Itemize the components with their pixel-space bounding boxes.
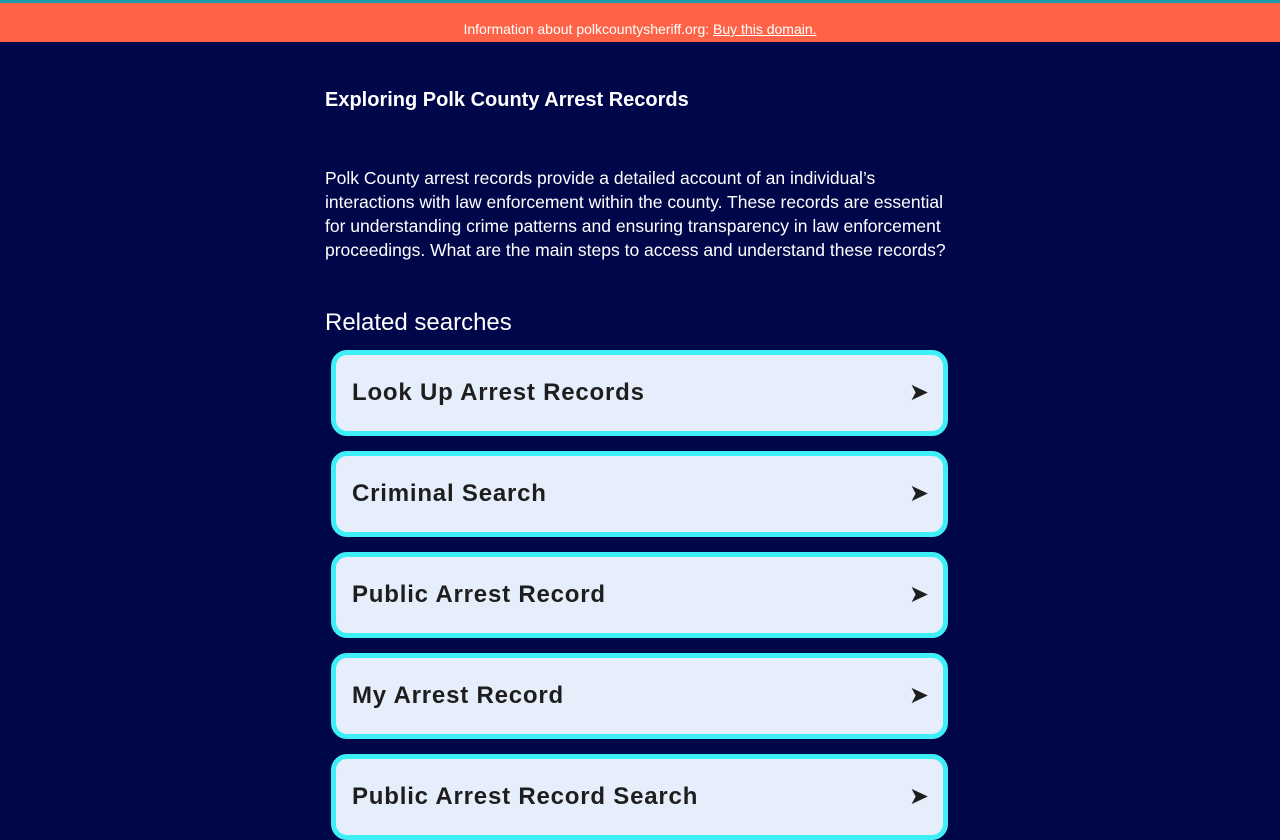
- related-search-item[interactable]: [331, 754, 948, 840]
- page-title: Exploring Polk County Arrest Records: [325, 89, 689, 111]
- arrow-right-icon: ➤: [908, 479, 929, 507]
- related-search-item[interactable]: [331, 350, 948, 436]
- related-search-item[interactable]: [331, 552, 948, 638]
- buy-domain-link[interactable]: Buy this domain.: [713, 21, 817, 37]
- arrow-right-icon: ➤: [908, 782, 929, 810]
- arrow-right-icon: ➤: [908, 580, 929, 608]
- related-search-label: My Arrest Record: [352, 682, 564, 709]
- related-search-label: Public Arrest Record Search: [352, 783, 699, 810]
- related-search-label: Public Arrest Record: [352, 581, 606, 608]
- related-search-item[interactable]: [331, 653, 948, 739]
- arrow-right-icon: ➤: [908, 378, 929, 406]
- arrow-right-icon: ➤: [908, 681, 929, 709]
- related-search-item[interactable]: [331, 451, 948, 537]
- domain-banner: [0, 3, 1280, 42]
- banner-text: Information about polkcountysheriff.org:: [463, 21, 710, 37]
- related-search-label: Criminal Search: [352, 480, 547, 507]
- related-search-label: Look Up Arrest Records: [352, 379, 645, 406]
- related-searches-heading: Related searches: [325, 309, 512, 336]
- intro-paragraph: Polk County arrest records provide a detailed account of an individual’s interactions with law enforcement within the county. These records are essential for understanding crime patterns and ensuring transparency in law enforcement proceedings. What are the main steps to access and understand these records?: [325, 168, 946, 260]
